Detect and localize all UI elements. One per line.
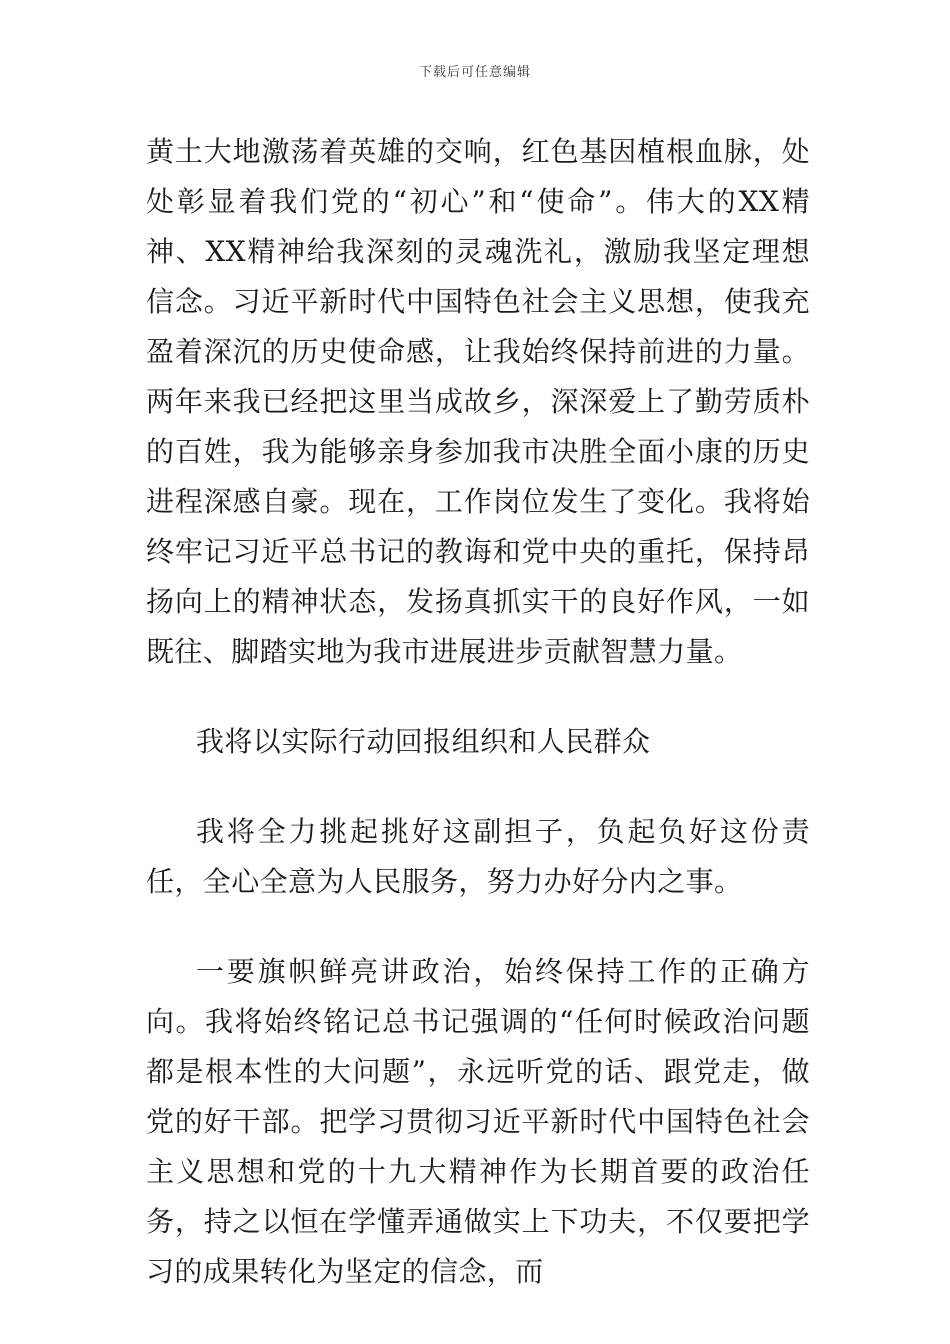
paragraph-commitment: 我将全力挑起挑好这副担子，负起负好这份责任，全心全意为人民服务，努力办好分内之事。 (146, 815, 810, 898)
paragraph-politics: 一要旗帜鲜亮讲政治，始终保持工作的正确方向。我将始终铭记总书记强调的“任何时候政治问题都是根本性的大问题”，永远听党的话、跟党走，做党的好干部。把学习贯彻习近平新时代中国特色社会主义思想和党的十九大精神作为长期首要的政治任务，持之以恒在学懂弄通做实上下功夫，不仅要把学习的成果转化为坚定的信念，而 (146, 955, 810, 1288)
paragraph-continuation: 黄土大地激荡着英雄的交响，红色基因植根血脉，处处彰显着我们党的“初心”和“使命”。伟大的XX精神、XX精神给我深刻的灵魂洗礼，激励我坚定理想信念。习近平新时代中国特色社会主义思想，使我充盈着深沉的历史使命感，让我始终保持前进的力量。两年来我已经把这里当成故乡，深深爱上了勤劳质朴的百姓，我为能够亲身参加我市决胜全面小康的历史进程深感自豪。现在，工作岗位发生了变化。我将始终牢记习近平总书记的教诲和党中央的重托，保持昂扬向上的精神状态，发扬真抓实干的良好作风，一如既往、脚踏实地为我市进展进步贡献智慧力量。 (146, 135, 810, 668)
document-body (146, 127, 810, 1297)
page-header: 下载后可任意编辑 (418, 65, 531, 80)
section-heading: 我将以实际行动回报组织和人民群众 (196, 725, 651, 758)
